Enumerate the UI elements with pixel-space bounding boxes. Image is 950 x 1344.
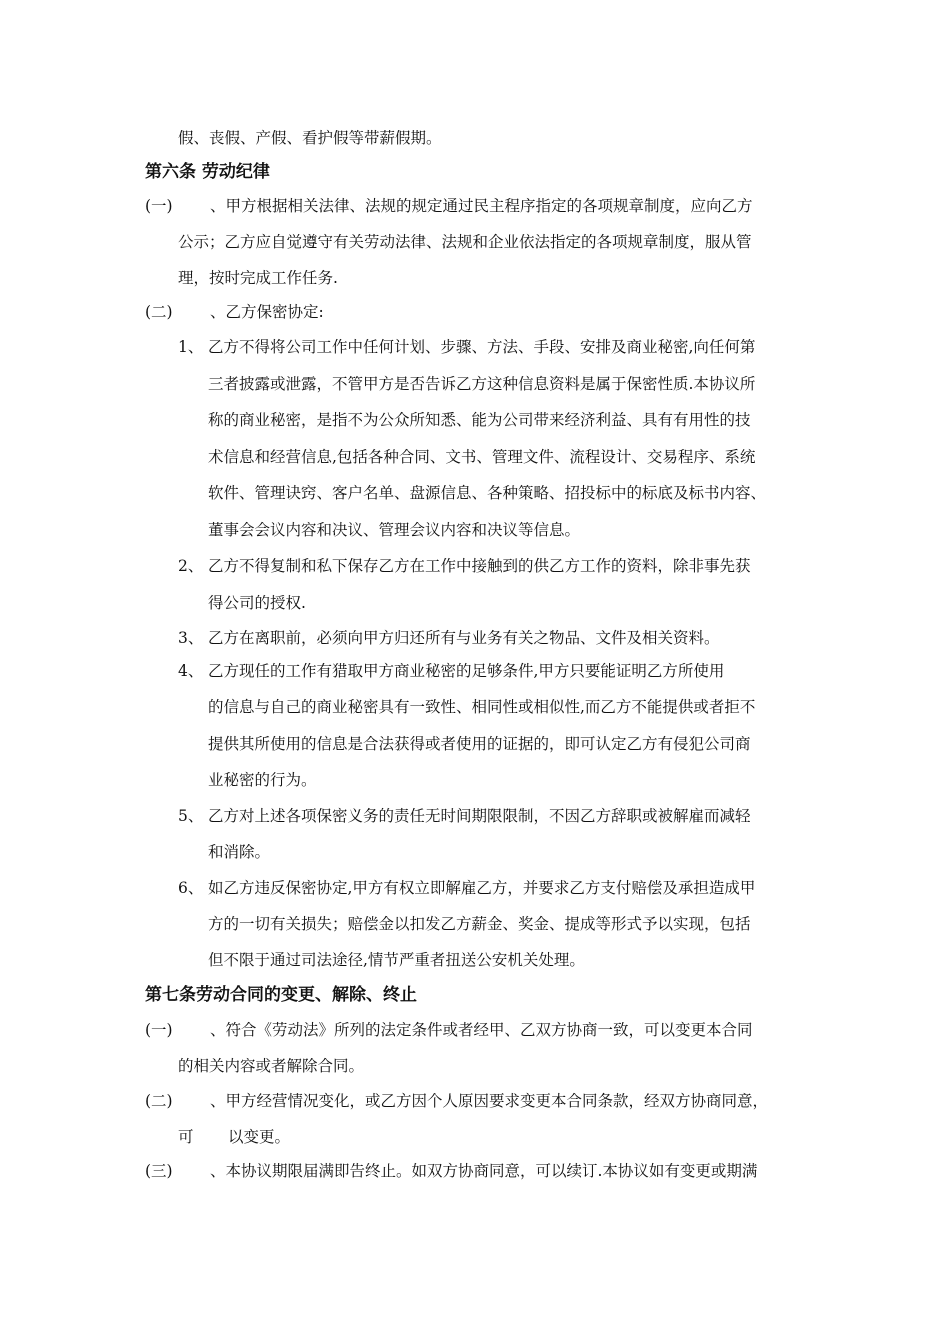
clause-marker: (一) bbox=[145, 197, 173, 215]
item-text-line: 术信息和经营信息,包括各种合同、文书、管理文件、流程设计、交易程序、系统 bbox=[208, 448, 756, 466]
item-text-line: 但不限于通过司法途径,情节严重者扭送公安机关处理。 bbox=[208, 951, 585, 969]
item-text-line: 三者披露或泄露，不管甲方是否告诉乙方这种信息资料是属于保密性质.本协议所 bbox=[208, 375, 756, 393]
clause-marker: (三) bbox=[145, 1162, 173, 1180]
item-text-line: 乙方对上述各项保密义务的责任无时间期限限制，不因乙方辞职或被解雇而减轻 bbox=[208, 807, 751, 825]
item-text-line: 董事会会议内容和决议、管理会议内容和决议等信息。 bbox=[208, 521, 581, 539]
item-text-line: 提供其所使用的信息是合法获得或者使用的证据的，即可认定乙方有侵犯公司商 bbox=[208, 735, 751, 753]
clause-marker: (二) bbox=[145, 1092, 173, 1110]
article-7-heading: 第七条劳动合同的变更、解除、终止 bbox=[145, 985, 417, 1005]
item-text-line: 乙方不得将公司工作中任何计划、步骤、方法、手段、安排及商业秘密,向任何第 bbox=[208, 338, 756, 356]
item-text-line: 软件、管理诀窍、客户名单、盘源信息、各种策略、招投标中的标底及标书内容、 bbox=[208, 484, 767, 502]
clause-text-line: 、符合《劳动法》所列的法定条件或者经甲、乙双方协商一致，可以变更本合同 bbox=[210, 1021, 753, 1039]
item-text-line: 方的一切有关损失；赔偿金以扣发乙方薪金、奖金、提成等形式予以实现，包括 bbox=[208, 915, 751, 933]
item-number: 2、 bbox=[178, 557, 204, 575]
clause-text-line: 、乙方保密协定: bbox=[210, 303, 324, 321]
item-text-line: 和消除。 bbox=[208, 843, 271, 861]
clause-text-line: 理，按时完成工作任务. bbox=[178, 269, 338, 287]
item-text-line: 乙方现任的工作有猎取甲方商业秘密的足够条件,甲方只要能证明乙方所使用 bbox=[208, 662, 725, 680]
clause-marker: (一) bbox=[145, 1021, 173, 1039]
clause-text-line: 、本协议期限届满即告终止。如双方协商同意，可以续订.本协议如有变更或期满 bbox=[210, 1162, 758, 1180]
item-number: 1、 bbox=[178, 338, 204, 356]
article-6-heading: 第六条 劳动纪律 bbox=[145, 162, 270, 182]
item-number: 6、 bbox=[178, 879, 204, 897]
item-text-line: 得公司的授权. bbox=[208, 594, 306, 612]
item-text-line: 的信息与自己的商业秘密具有一致性、相同性或相似性,而乙方不能提供或者拒不 bbox=[208, 698, 756, 716]
item-number: 4、 bbox=[178, 662, 204, 680]
paragraph-continuation: 假、丧假、产假、看护假等带薪假期。 bbox=[178, 129, 442, 147]
clause-text-line: 、甲方经营情况变化，或乙方因个人原因要求变更本合同条款，经双方协商同意， bbox=[210, 1092, 769, 1110]
item-text-line: 称的商业秘密，是指不为公众所知悉、能为公司带来经济利益、具有有用性的技 bbox=[208, 411, 751, 429]
clause-text-line: 、甲方根据相关法律、法规的规定通过民主程序指定的各项规章制度，应向乙方 bbox=[210, 197, 753, 215]
item-text-line: 业秘密的行为。 bbox=[208, 771, 317, 789]
clause-text-line: 公示；乙方应自觉遵守有关劳动法律、法规和企业依法指定的各项规章制度，服从管 bbox=[178, 233, 752, 251]
item-text-line: 乙方在离职前，必须向甲方归还所有与业务有关之物品、文件及相关资料。 bbox=[208, 629, 720, 647]
item-text-line: 如乙方违反保密协定,甲方有权立即解雇乙方，并要求乙方支付赔偿及承担造成甲 bbox=[208, 879, 756, 897]
item-text-line: 乙方不得复制和私下保存乙方在工作中接触到的供乙方工作的资料，除非事先获 bbox=[208, 557, 751, 575]
item-number: 3、 bbox=[178, 629, 204, 647]
clause-text-fragment: 可 bbox=[178, 1128, 194, 1146]
clause-marker: (二) bbox=[145, 303, 173, 321]
clause-text-line: 的相关内容或者解除合同。 bbox=[178, 1057, 365, 1075]
clause-text-fragment: 以变更。 bbox=[228, 1128, 291, 1146]
item-number: 5、 bbox=[178, 807, 204, 825]
